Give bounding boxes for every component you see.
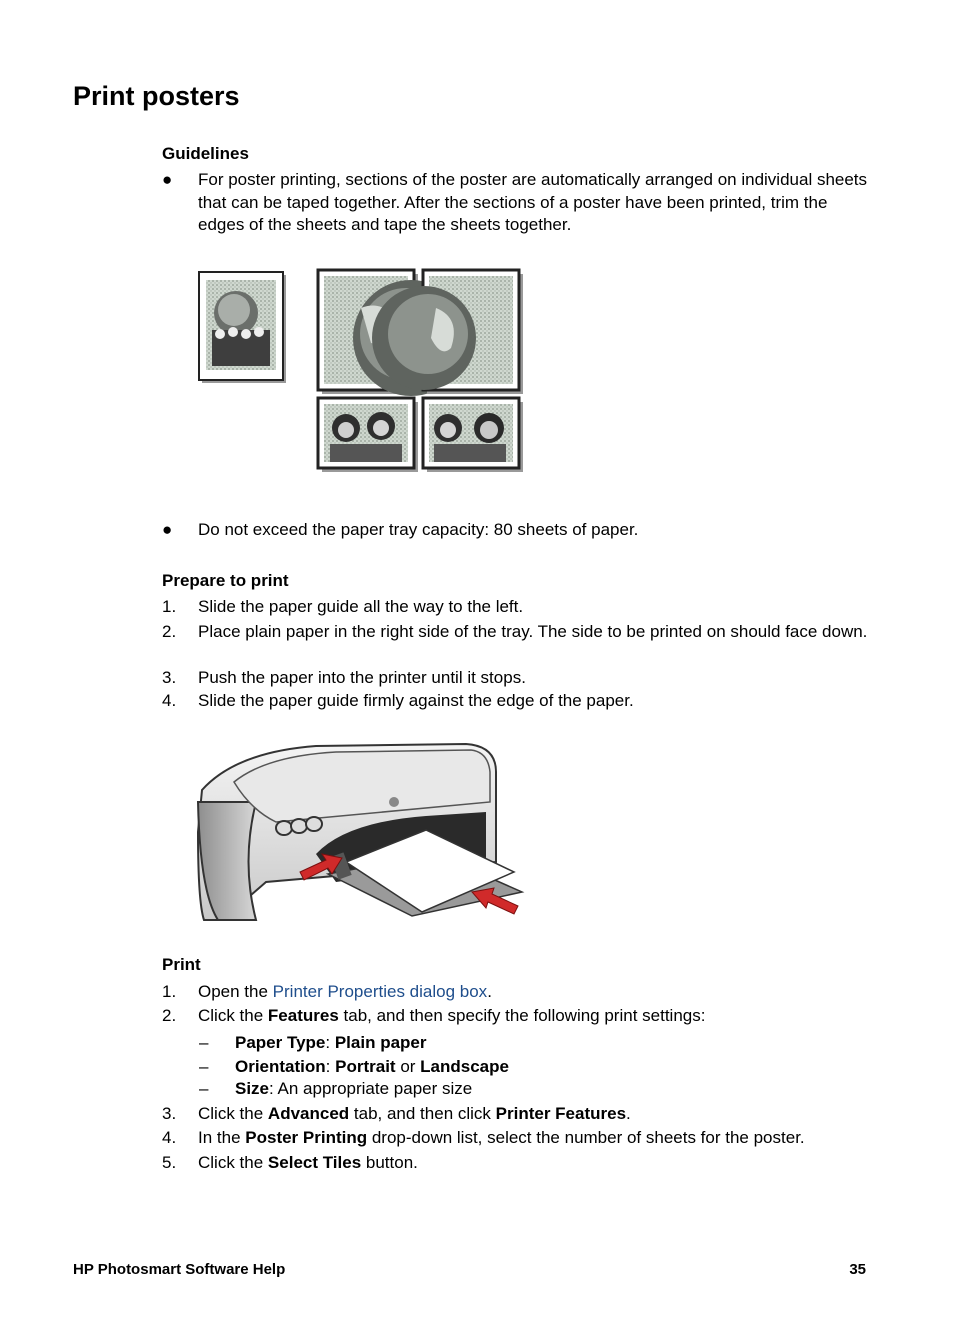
features-term: Features: [267, 1006, 339, 1025]
step-number: 4.: [162, 1128, 177, 1147]
bullet: ●: [162, 170, 173, 189]
guideline-item-1: [162, 169, 872, 239]
advanced-term: Advanced: [267, 1104, 350, 1123]
printer-illustration: [196, 742, 526, 924]
print-step-5: [162, 1152, 872, 1175]
conjunction: or: [395, 1057, 421, 1076]
step-text: tab, and then click: [349, 1104, 496, 1123]
step-text: Click the: [198, 1006, 268, 1025]
step-text: Push the paper into the printer until it stops.: [198, 668, 526, 687]
prepare-step-2: [162, 621, 872, 667]
print-step-3: [162, 1103, 872, 1126]
separator: :: [325, 1057, 336, 1076]
poster-printing-term: Poster Printing: [245, 1128, 368, 1147]
setting-paper-type: [199, 1032, 859, 1055]
prepare-step-3: [162, 667, 872, 690]
step-text: Slide the paper guide firmly against the edge of the paper.: [198, 691, 634, 710]
step-text: Place plain paper in the right side of the tray. The side to be printed on should face down.: [198, 622, 868, 641]
separator: :: [325, 1033, 335, 1052]
step-text: Slide the paper guide all the way to the left.: [198, 597, 524, 616]
dash: –: [199, 1057, 209, 1076]
footer-title: HP Photosmart Software Help: [73, 1261, 286, 1278]
setting-value: Landscape: [420, 1057, 509, 1076]
setting-value: Plain paper: [334, 1033, 427, 1052]
step-text: tab, and then specify the following print settings:: [338, 1006, 706, 1025]
guideline-text-1: For poster printing, sections of the poster are automatically arranged on individual sheets that can be taped together. After the sections of a poster have been printed, trim the edges of the sheets and tape the sheets together.: [198, 170, 868, 234]
step-number: 3.: [162, 1104, 177, 1123]
prepare-heading: Prepare to print: [162, 571, 289, 590]
step-number: 2.: [162, 622, 177, 641]
step-text: In the: [198, 1128, 246, 1147]
step-text: Open the: [198, 982, 273, 1001]
setting-orientation: [199, 1056, 859, 1079]
step-text: Click the: [198, 1153, 268, 1172]
prepare-step-1: [162, 596, 872, 619]
print-step-2: [162, 1005, 872, 1028]
prepare-step-4: [162, 690, 872, 713]
step-number: 5.: [162, 1153, 177, 1172]
bullet: ●: [162, 520, 173, 539]
guideline-item-2: [162, 519, 872, 542]
dash: –: [199, 1033, 209, 1052]
step-text: button.: [361, 1153, 418, 1172]
setting-label: Size: [235, 1079, 270, 1098]
select-tiles-term: Select Tiles: [267, 1153, 362, 1172]
setting-label: Orientation: [235, 1057, 326, 1076]
step-number: 1.: [162, 597, 177, 616]
print-step-1: [162, 981, 872, 1004]
print-heading: Print: [162, 955, 201, 974]
guidelines-heading: Guidelines: [162, 144, 249, 163]
step-text: Click the: [198, 1104, 268, 1123]
guideline-text-2: Do not exceed the paper tray capacity: 80 sheets of paper.: [198, 520, 639, 539]
page-title: Print posters: [73, 81, 240, 111]
print-step-4: [162, 1127, 872, 1150]
printer-properties-link[interactable]: Printer Properties dialog box: [272, 982, 488, 1001]
page-number: 35: [849, 1261, 866, 1278]
step-number: 4.: [162, 691, 177, 710]
setting-value: : An appropriate paper size: [269, 1079, 473, 1098]
step-number: 3.: [162, 668, 177, 687]
step-text: drop-down list, select the number of sheets for the poster.: [367, 1128, 805, 1147]
step-number: 1.: [162, 982, 177, 1001]
setting-size: [199, 1078, 859, 1101]
step-text: .: [626, 1104, 631, 1123]
step-number: 2.: [162, 1006, 177, 1025]
dash: –: [199, 1079, 209, 1098]
printer-features-term: Printer Features: [495, 1104, 627, 1123]
setting-label: Paper Type: [235, 1033, 326, 1052]
step-text: .: [487, 982, 492, 1001]
poster-tiles-illustration: [196, 268, 526, 473]
setting-value: Portrait: [335, 1057, 396, 1076]
